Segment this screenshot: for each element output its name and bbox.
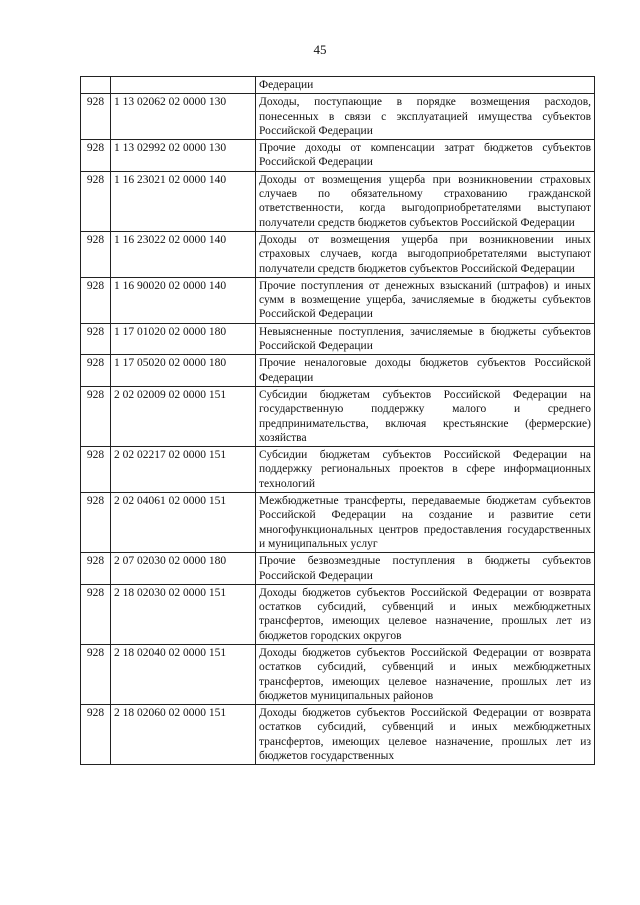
description-cell: Невыясненные поступления, зачисляемые в бюджеты субъектов Российской Федерации [256,323,595,355]
table-row [81,644,595,704]
description-cell: Федерации [256,77,595,94]
description-cell: Доходы бюджетов субъектов Российской Федерации от возврата остатков субсидий, субвенций и иных межбюджетных трансфертов, имеющих целевое назначение, прошлых лет из бюджетов городских округов [256,584,595,644]
admin-code-cell: 928 [81,140,111,172]
description-cell: Прочие поступления от денежных взысканий (штрафов) и иных сумм в возмещение ущерба, зачисляемые в бюджеты субъектов Российской Федерации [256,277,595,323]
description-cell: Доходы, поступающие в порядке возмещения расходов, понесенных в связи с эксплуатацией имущества субъектов Российской Федерации [256,94,595,140]
admin-code-cell: 928 [81,705,111,765]
admin-code-cell: 928 [81,94,111,140]
description-cell: Субсидии бюджетам субъектов Российской Федерации на государственную поддержку малого и среднего предпринимательства, включая крестьянские (фермерские) хозяйства [256,386,595,446]
budget-code-cell: 1 17 05020 02 0000 180 [111,355,256,387]
description-cell: Доходы бюджетов субъектов Российской Федерации от возврата остатков субсидий, субвенций и иных межбюджетных трансфертов, имеющих целевое назначение, прошлых лет из бюджетов муниципальных районов [256,644,595,704]
budget-code-cell: 1 16 90020 02 0000 140 [111,277,256,323]
page-number: 45 [313,42,327,57]
budget-code-cell: 1 16 23021 02 0000 140 [111,171,256,231]
table-row [81,386,595,446]
table-row [81,277,595,323]
table-row [81,493,595,553]
description-cell: Прочие неналоговые доходы бюджетов субъектов Российской Федерации [256,355,595,387]
budget-code-cell: 1 17 01020 02 0000 180 [111,323,256,355]
admin-code-cell: 928 [81,171,111,231]
budget-code-cell: 1 13 02062 02 0000 130 [111,94,256,140]
revenue-codes-table [80,76,595,765]
table-row [81,553,595,585]
admin-code-cell: 928 [81,231,111,277]
description-cell: Субсидии бюджетам субъектов Российской Федерации на поддержку региональных проектов в сфере информационных технологий [256,447,595,493]
table-row [81,355,595,387]
table-row [81,584,595,644]
admin-code-cell: 928 [81,277,111,323]
description-cell: Межбюджетные трансферты, передаваемые бюджетам субъектов Российской Федерации на создание и развитие сети многофункциональных центров предоставления государственных и муниципальных услуг [256,493,595,553]
description-cell: Доходы бюджетов субъектов Российской Федерации от возврата остатков субсидий, субвенций и иных межбюджетных трансфертов, имеющих целевое назначение, прошлых лет из бюджетов государственных [256,705,595,765]
admin-code-cell: 928 [81,447,111,493]
budget-code-cell: 2 02 02217 02 0000 151 [111,447,256,493]
budget-code-cell: 1 16 23022 02 0000 140 [111,231,256,277]
admin-code-cell: 928 [81,323,111,355]
admin-code-cell: 928 [81,355,111,387]
description-cell: Прочие безвозмездные поступления в бюджеты субъектов Российской Федерации [256,553,595,585]
budget-code-cell: 1 13 02992 02 0000 130 [111,140,256,172]
budget-code-cell [111,77,256,94]
budget-code-cell: 2 18 02040 02 0000 151 [111,644,256,704]
admin-code-cell: 928 [81,553,111,585]
admin-code-cell: 928 [81,386,111,446]
table-row [81,323,595,355]
budget-code-cell: 2 18 02060 02 0000 151 [111,705,256,765]
description-cell: Прочие доходы от компенсации затрат бюджетов субъектов Российской Федерации [256,140,595,172]
table-row [81,94,595,140]
table-row [81,171,595,231]
budget-code-cell: 2 02 02009 02 0000 151 [111,386,256,446]
admin-code-cell: 928 [81,644,111,704]
budget-code-cell: 2 18 02030 02 0000 151 [111,584,256,644]
description-cell: Доходы от возмещения ущерба при возникновении иных страховых случаев, когда выгодоприобретателями выступают получатели средств бюджетов субъектов Российской Федерации [256,231,595,277]
admin-code-cell [81,77,111,94]
table-row [81,705,595,765]
description-cell: Доходы от возмещения ущерба при возникновении страховых случаев по обязательному страхованию гражданской ответственности, когда выгодоприобретателями выступают получатели средств бюджетов субъектов Российской Федерации [256,171,595,231]
budget-code-cell: 2 07 02030 02 0000 180 [111,553,256,585]
table-row [81,77,595,94]
admin-code-cell: 928 [81,584,111,644]
table-row [81,140,595,172]
budget-code-cell: 2 02 04061 02 0000 151 [111,493,256,553]
table-row [81,231,595,277]
table-row [81,447,595,493]
admin-code-cell: 928 [81,493,111,553]
